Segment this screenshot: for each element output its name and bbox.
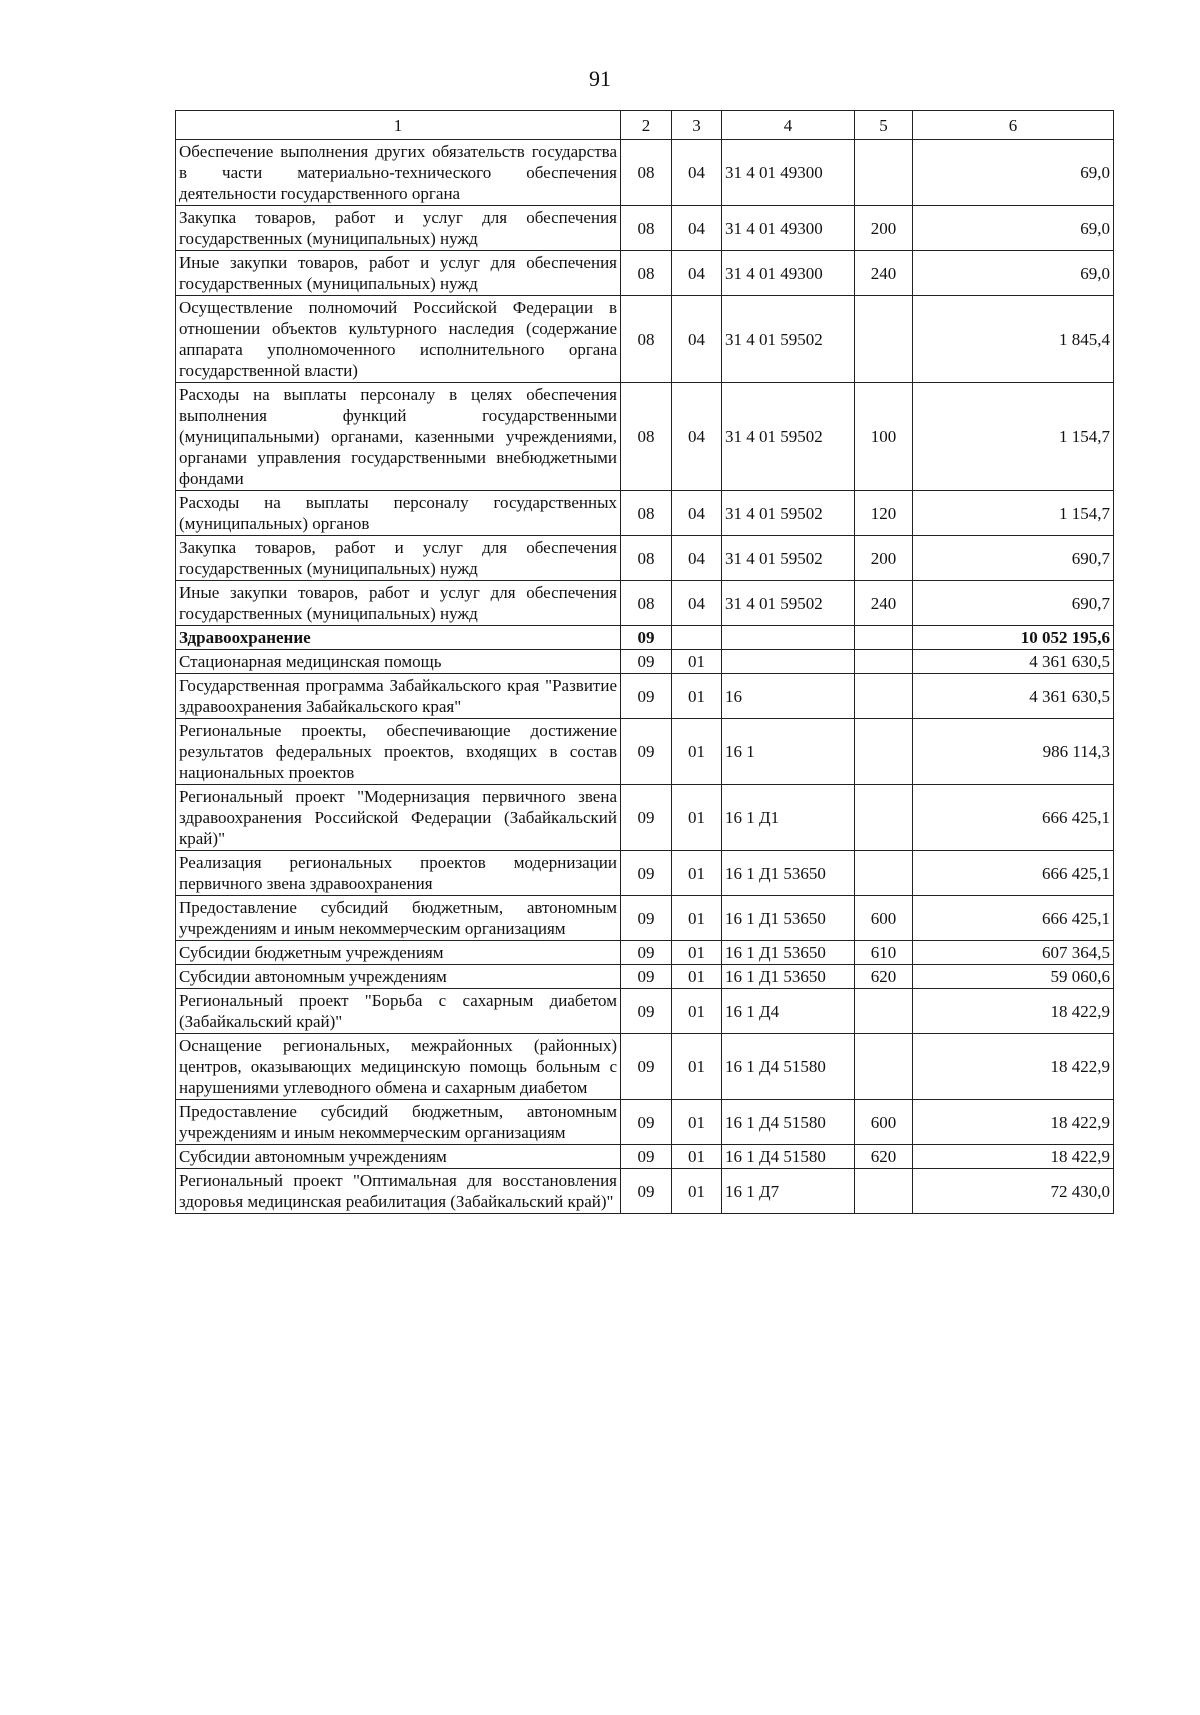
target-article-cell: 31 4 01 49300 [722,140,855,206]
subsection-code-cell: 01 [672,1034,722,1100]
item-name-cell: Государственная программа Забайкальского края "Развитие здравоохранения Забайкальского края" [176,674,621,719]
target-article-cell: 31 4 01 59502 [722,383,855,491]
table-row [176,536,1114,581]
expense-type-cell [855,1034,913,1100]
amount-cell: 18 422,9 [913,1145,1114,1169]
expense-type-cell: 620 [855,1145,913,1169]
section-code-cell: 08 [621,491,672,536]
column-header: 4 [722,111,855,140]
expense-type-cell [855,650,913,674]
target-article-cell: 31 4 01 59502 [722,581,855,626]
subsection-code-cell: 04 [672,251,722,296]
item-name-cell: Здравоохранение [176,626,621,650]
table-body [176,140,1114,1214]
item-name-cell: Предоставление субсидий бюджетным, автономным учреждениям и иным некоммерческим организациям [176,1100,621,1145]
column-header: 1 [176,111,621,140]
table-row [176,206,1114,251]
amount-cell: 18 422,9 [913,989,1114,1034]
table-row [176,989,1114,1034]
item-name-cell: Предоставление субсидий бюджетным, автономным учреждениям и иным некоммерческим организациям [176,896,621,941]
table-row [176,251,1114,296]
subsection-code-cell: 01 [672,1100,722,1145]
target-article-cell: 31 4 01 59502 [722,491,855,536]
subsection-code-cell: 01 [672,674,722,719]
subsection-code-cell: 01 [672,650,722,674]
subsection-code-cell: 01 [672,785,722,851]
table-row [176,581,1114,626]
amount-cell: 69,0 [913,140,1114,206]
item-name-cell: Оснащение региональных, межрайонных (районных) центров, оказывающих медицинскую помощь больным с нарушениями углеводного обмена и сахарным диабетом [176,1034,621,1100]
section-code-cell: 09 [621,1145,672,1169]
section-code-cell: 09 [621,1169,672,1214]
item-name-cell: Расходы на выплаты персоналу в целях обеспечения выполнения функций государственными (муниципальными) органами, казенными учреждениями, органами управления государственными внебюджетными фондами [176,383,621,491]
item-name-cell: Иные закупки товаров, работ и услуг для обеспечения государственных (муниципальных) нужд [176,581,621,626]
subsection-code-cell: 04 [672,206,722,251]
target-article-cell: 16 1 [722,719,855,785]
item-name-cell: Иные закупки товаров, работ и услуг для обеспечения государственных (муниципальных) нужд [176,251,621,296]
column-header: 5 [855,111,913,140]
item-name-cell: Региональный проект "Модернизация первичного звена здравоохранения Российской Федерации (Забайкальский край)" [176,785,621,851]
expense-type-cell [855,296,913,383]
item-name-cell: Обеспечение выполнения других обязательств государства в части материально-технического обеспечения деятельности государственного органа [176,140,621,206]
expense-type-cell [855,785,913,851]
amount-cell: 10 052 195,6 [913,626,1114,650]
subsection-code-cell [672,626,722,650]
table-row [176,674,1114,719]
item-name-cell: Закупка товаров, работ и услуг для обеспечения государственных (муниципальных) нужд [176,206,621,251]
table-row [176,626,1114,650]
expense-type-cell: 620 [855,965,913,989]
item-name-cell: Региональный проект "Борьба с сахарным диабетом (Забайкальский край)" [176,989,621,1034]
table-row [176,785,1114,851]
target-article-cell: 16 1 Д1 53650 [722,941,855,965]
section-code-cell: 09 [621,989,672,1034]
target-article-cell: 31 4 01 59502 [722,296,855,383]
section-code-cell: 09 [621,785,672,851]
subsection-code-cell: 01 [672,965,722,989]
target-article-cell: 16 [722,674,855,719]
section-code-cell: 09 [621,626,672,650]
amount-cell: 690,7 [913,581,1114,626]
table-row [176,896,1114,941]
amount-cell: 1 845,4 [913,296,1114,383]
section-code-cell: 08 [621,140,672,206]
amount-cell: 666 425,1 [913,896,1114,941]
amount-cell: 607 364,5 [913,941,1114,965]
item-name-cell: Субсидии бюджетным учреждениям [176,941,621,965]
expense-type-cell: 240 [855,251,913,296]
target-article-cell: 16 1 Д4 51580 [722,1145,855,1169]
expense-type-cell [855,1169,913,1214]
subsection-code-cell: 01 [672,941,722,965]
target-article-cell: 16 1 Д4 51580 [722,1100,855,1145]
item-name-cell: Осуществление полномочий Российской Федерации в отношении объектов культурного наследия (содержание аппарата уполномоченного исполнительного органа государственной власти) [176,296,621,383]
subsection-code-cell: 04 [672,140,722,206]
section-code-cell: 08 [621,581,672,626]
section-code-cell: 09 [621,941,672,965]
target-article-cell: 31 4 01 59502 [722,536,855,581]
table-row [176,1100,1114,1145]
table-row [176,1034,1114,1100]
subsection-code-cell: 01 [672,851,722,896]
target-article-cell: 16 1 Д4 [722,989,855,1034]
subsection-code-cell: 01 [672,989,722,1034]
target-article-cell: 16 1 Д1 53650 [722,851,855,896]
target-article-cell: 16 1 Д1 53650 [722,896,855,941]
section-code-cell: 08 [621,296,672,383]
amount-cell: 18 422,9 [913,1100,1114,1145]
amount-cell: 986 114,3 [913,719,1114,785]
amount-cell: 59 060,6 [913,965,1114,989]
expense-type-cell [855,851,913,896]
item-name-cell: Региональный проект "Оптимальная для восстановления здоровья медицинская реабилитация (Забайкальский край)" [176,1169,621,1214]
expense-type-cell: 240 [855,581,913,626]
item-name-cell: Расходы на выплаты персоналу государственных (муниципальных) органов [176,491,621,536]
item-name-cell: Субсидии автономным учреждениям [176,965,621,989]
target-article-cell: 16 1 Д7 [722,1169,855,1214]
section-code-cell: 08 [621,536,672,581]
target-article-cell: 16 1 Д4 51580 [722,1034,855,1100]
amount-cell: 666 425,1 [913,851,1114,896]
amount-cell: 1 154,7 [913,383,1114,491]
table-row [176,1169,1114,1214]
section-code-cell: 09 [621,650,672,674]
item-name-cell: Региональные проекты, обеспечивающие достижение результатов федеральных проектов, входящих в состав национальных проектов [176,719,621,785]
amount-cell: 72 430,0 [913,1169,1114,1214]
subsection-code-cell: 01 [672,1145,722,1169]
table-row [176,941,1114,965]
amount-cell: 4 361 630,5 [913,674,1114,719]
page-number: 91 [589,66,611,91]
section-code-cell: 08 [621,251,672,296]
target-article-cell: 16 1 Д1 [722,785,855,851]
expense-type-cell: 200 [855,536,913,581]
column-header: 6 [913,111,1114,140]
target-article-cell: 31 4 01 49300 [722,206,855,251]
expense-type-cell: 610 [855,941,913,965]
section-code-cell: 09 [621,896,672,941]
amount-cell: 69,0 [913,251,1114,296]
amount-cell: 69,0 [913,206,1114,251]
expense-type-cell [855,719,913,785]
table-row [176,965,1114,989]
column-header: 3 [672,111,722,140]
subsection-code-cell: 04 [672,581,722,626]
expense-type-cell [855,626,913,650]
subsection-code-cell: 04 [672,383,722,491]
target-article-cell [722,650,855,674]
amount-cell: 18 422,9 [913,1034,1114,1100]
subsection-code-cell: 01 [672,1169,722,1214]
target-article-cell: 31 4 01 49300 [722,251,855,296]
expense-type-cell: 200 [855,206,913,251]
target-article-cell [722,626,855,650]
subsection-code-cell: 01 [672,896,722,941]
table-row [176,140,1114,206]
subsection-code-cell: 04 [672,491,722,536]
section-code-cell: 08 [621,383,672,491]
amount-cell: 1 154,7 [913,491,1114,536]
table-row [176,383,1114,491]
section-code-cell: 09 [621,674,672,719]
item-name-cell: Реализация региональных проектов модернизации первичного звена здравоохранения [176,851,621,896]
section-code-cell: 09 [621,1034,672,1100]
table-row [176,719,1114,785]
item-name-cell: Стационарная медицинская помощь [176,650,621,674]
section-code-cell: 08 [621,206,672,251]
table-row [176,296,1114,383]
expense-type-cell [855,140,913,206]
expense-type-cell: 120 [855,491,913,536]
section-code-cell: 09 [621,719,672,785]
expense-type-cell: 600 [855,896,913,941]
section-code-cell: 09 [621,1100,672,1145]
amount-cell: 690,7 [913,536,1114,581]
budget-table [175,110,1114,1214]
table-row [176,851,1114,896]
subsection-code-cell: 01 [672,719,722,785]
expense-type-cell [855,989,913,1034]
section-code-cell: 09 [621,965,672,989]
amount-cell: 4 361 630,5 [913,650,1114,674]
item-name-cell: Закупка товаров, работ и услуг для обеспечения государственных (муниципальных) нужд [176,536,621,581]
subsection-code-cell: 04 [672,536,722,581]
expense-type-cell [855,674,913,719]
item-name-cell: Субсидии автономным учреждениям [176,1145,621,1169]
expense-type-cell: 600 [855,1100,913,1145]
column-header: 2 [621,111,672,140]
table-row [176,491,1114,536]
target-article-cell: 16 1 Д1 53650 [722,965,855,989]
table-row [176,650,1114,674]
amount-cell: 666 425,1 [913,785,1114,851]
subsection-code-cell: 04 [672,296,722,383]
table-row [176,1145,1114,1169]
table-header-row [176,111,1114,140]
section-code-cell: 09 [621,851,672,896]
expense-type-cell: 100 [855,383,913,491]
